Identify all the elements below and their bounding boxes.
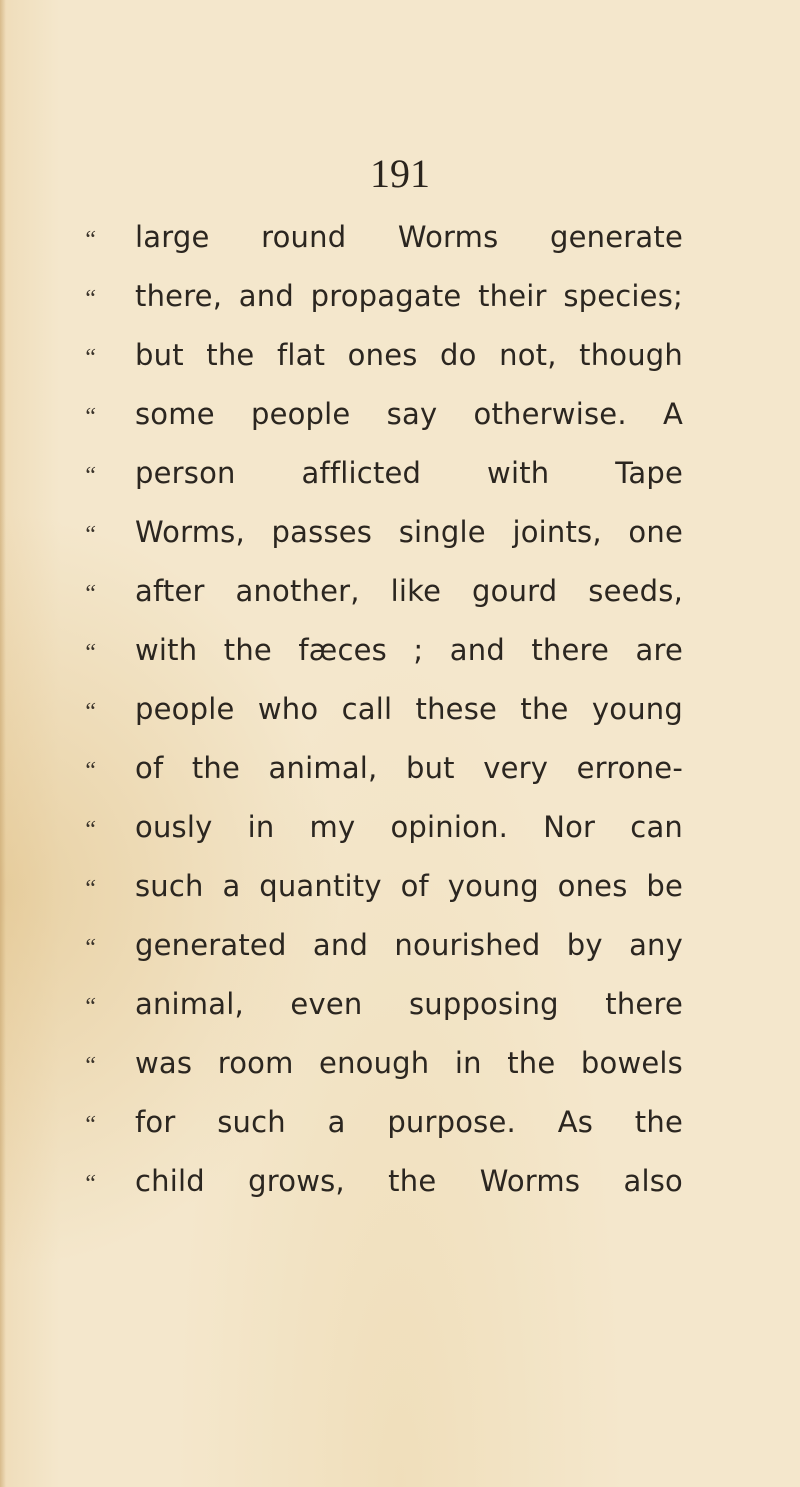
page-number: 191	[370, 151, 430, 196]
text-line	[83, 326, 683, 385]
line-text: large round Worms generate	[135, 220, 683, 254]
text-line	[83, 444, 683, 503]
line-text: Worms, passes single joints, one	[135, 515, 683, 549]
quote-mark: “	[83, 1053, 97, 1079]
page-fold-shadow	[0, 0, 6, 1487]
text-line	[83, 975, 683, 1034]
quote-mark: “	[83, 522, 97, 548]
quote-mark: “	[83, 463, 97, 489]
line-text: of the animal, but very errone-	[135, 751, 683, 785]
line-text: some people say otherwise. A	[135, 397, 683, 431]
line-text: people who call these the young	[135, 692, 683, 726]
body-text	[83, 208, 683, 1211]
text-line	[83, 1093, 683, 1152]
line-text: was room enough in the bowels	[135, 1046, 683, 1080]
quote-mark: “	[83, 1112, 97, 1138]
text-line	[83, 208, 683, 267]
line-text: person afflicted with Tape	[135, 456, 683, 490]
quote-mark: “	[83, 699, 97, 725]
quote-mark: “	[83, 817, 97, 843]
line-text: animal, even supposing there	[135, 987, 683, 1021]
quote-mark: “	[83, 581, 97, 607]
text-line	[83, 1034, 683, 1093]
quote-mark: “	[83, 876, 97, 902]
text-line	[83, 739, 683, 798]
line-text: but the flat ones do not, though	[135, 338, 683, 372]
line-text: with the fæces ; and there are	[135, 633, 683, 667]
quote-mark: “	[83, 935, 97, 961]
line-text: generated and nourished by any	[135, 928, 683, 962]
text-line	[83, 621, 683, 680]
quote-mark: “	[83, 286, 97, 312]
quote-mark: “	[83, 640, 97, 666]
line-text: child grows, the Worms also	[135, 1164, 683, 1198]
quote-mark: “	[83, 345, 97, 371]
quote-mark: “	[83, 404, 97, 430]
text-line	[83, 267, 683, 326]
line-text: such a quantity of young ones be	[135, 869, 683, 903]
line-text: for such a purpose. As the	[135, 1105, 683, 1139]
text-line	[83, 385, 683, 444]
line-text: there, and propagate their species;	[135, 279, 683, 313]
text-line	[83, 916, 683, 975]
text-line	[83, 798, 683, 857]
text-line	[83, 680, 683, 739]
text-line	[83, 503, 683, 562]
quote-mark: “	[83, 994, 97, 1020]
text-line	[83, 562, 683, 621]
quote-mark: “	[83, 758, 97, 784]
quote-mark: “	[83, 227, 97, 253]
line-text: ously in my opinion. Nor can	[135, 810, 683, 844]
quote-mark: “	[83, 1171, 97, 1197]
text-line	[83, 1152, 683, 1211]
text-line	[83, 857, 683, 916]
line-text: after another, like gourd seeds,	[135, 574, 683, 608]
